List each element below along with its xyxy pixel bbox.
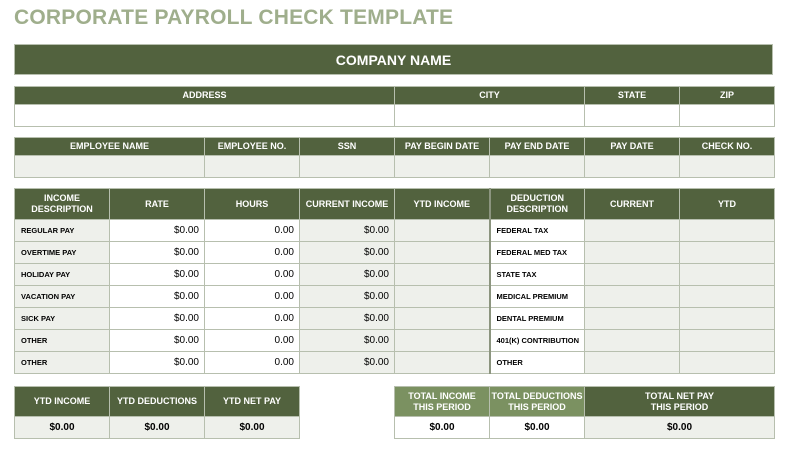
period-summary-table: [394, 386, 775, 439]
income-description-header-line1: INCOME: [44, 193, 80, 203]
income-label: VACATION PAY: [15, 286, 110, 308]
ytd-income-cell[interactable]: [395, 242, 490, 264]
check-no-header: CHECK NO.: [680, 138, 775, 156]
zip-input[interactable]: [680, 105, 775, 127]
ytd-income-cell[interactable]: [395, 286, 490, 308]
deduction-description-header-line2: DESCRIPTION: [506, 204, 568, 214]
hours-cell[interactable]: 0.00: [205, 220, 300, 242]
deduction-label: STATE TAX: [490, 264, 585, 286]
ytd-income-summary-header: YTD INCOME: [15, 387, 110, 417]
ytd-income-cell[interactable]: [395, 220, 490, 242]
total-net-pay-period-value: $0.00: [585, 417, 775, 439]
deduction-ytd-cell[interactable]: [680, 264, 775, 286]
deduction-ytd-cell[interactable]: [680, 308, 775, 330]
rate-header: RATE: [110, 189, 205, 220]
pay-date-input[interactable]: [585, 156, 680, 178]
hours-cell[interactable]: 0.00: [205, 308, 300, 330]
current-income-cell: $0.00: [300, 330, 395, 352]
company-name-label: COMPANY NAME: [335, 51, 452, 68]
deduction-label: FEDERAL TAX: [490, 220, 585, 242]
state-header: STATE: [585, 87, 680, 105]
ytd-net-pay-summary-header: YTD NET PAY: [205, 387, 300, 417]
deduction-label: MEDICAL PREMIUM: [490, 286, 585, 308]
ytd-income-cell[interactable]: [395, 264, 490, 286]
rate-cell[interactable]: $0.00: [110, 242, 205, 264]
employee-table: [14, 137, 775, 178]
current-income-header: CURRENT INCOME: [300, 189, 395, 220]
current-income-cell: $0.00: [300, 352, 395, 374]
pay-begin-date-input[interactable]: [395, 156, 490, 178]
table-row: [15, 352, 775, 374]
income-label: OTHER: [15, 330, 110, 352]
hours-cell[interactable]: 0.00: [205, 330, 300, 352]
hours-cell[interactable]: 0.00: [205, 352, 300, 374]
hours-cell[interactable]: 0.00: [205, 286, 300, 308]
pay-end-date-input[interactable]: [490, 156, 585, 178]
deduction-description-header-line1: DEDUCTION: [510, 193, 564, 203]
current-income-cell: $0.00: [300, 308, 395, 330]
employee-no-input[interactable]: [205, 156, 300, 178]
total-net-pay-period-header: [585, 387, 775, 417]
employee-no-header: EMPLOYEE NO.: [205, 138, 300, 156]
income-label: OVERTIME PAY: [15, 242, 110, 264]
deduction-ytd-cell[interactable]: [680, 352, 775, 374]
rate-cell[interactable]: $0.00: [110, 330, 205, 352]
deduction-description-header: [490, 189, 585, 220]
current-income-cell: $0.00: [300, 264, 395, 286]
address-table: [14, 86, 775, 127]
page-title: CORPORATE PAYROLL CHECK TEMPLATE: [14, 6, 454, 29]
ssn-header: SSN: [300, 138, 395, 156]
rate-cell[interactable]: $0.00: [110, 286, 205, 308]
total-deductions-header-line1: TOTAL DEDUCTIONS: [491, 390, 583, 401]
employee-name-header: EMPLOYEE NAME: [15, 138, 205, 156]
ytd-income-cell[interactable]: [395, 308, 490, 330]
ytd-net-pay-summary-value: $0.00: [205, 417, 300, 439]
deduction-ytd-cell[interactable]: [680, 330, 775, 352]
total-net-pay-header-line1: TOTAL NET PAY: [644, 390, 714, 401]
address-input[interactable]: [15, 105, 395, 127]
deduction-current-cell[interactable]: [585, 242, 680, 264]
deduction-current-cell[interactable]: [585, 220, 680, 242]
rate-cell[interactable]: $0.00: [110, 352, 205, 374]
deduction-current-cell[interactable]: [585, 308, 680, 330]
pay-date-header: PAY DATE: [585, 138, 680, 156]
income-label: OTHER: [15, 352, 110, 374]
total-income-header-line2: THIS PERIOD: [413, 401, 471, 412]
rate-cell[interactable]: $0.00: [110, 308, 205, 330]
table-row: [15, 220, 775, 242]
table-row: [15, 264, 775, 286]
income-label: HOLIDAY PAY: [15, 264, 110, 286]
ytd-income-cell[interactable]: [395, 330, 490, 352]
ytd-income-summary-value: $0.00: [15, 417, 110, 439]
pay-begin-date-header: PAY BEGIN DATE: [395, 138, 490, 156]
check-no-input[interactable]: [680, 156, 775, 178]
ytd-income-cell[interactable]: [395, 352, 490, 374]
total-deductions-period-value: $0.00: [490, 417, 585, 439]
table-row: [15, 286, 775, 308]
zip-header: ZIP: [680, 87, 775, 105]
ytd-income-header: YTD INCOME: [395, 189, 490, 220]
total-income-period-value: $0.00: [395, 417, 490, 439]
income-label: REGULAR PAY: [15, 220, 110, 242]
deduction-label: OTHER: [490, 352, 585, 374]
pay-end-date-header: PAY END DATE: [490, 138, 585, 156]
deduction-label: DENTAL PREMIUM: [490, 308, 585, 330]
income-description-header: [15, 189, 110, 220]
city-input[interactable]: [395, 105, 585, 127]
company-name-field[interactable]: [14, 44, 773, 75]
deduction-current-header: CURRENT: [585, 189, 680, 220]
rate-cell[interactable]: $0.00: [110, 220, 205, 242]
ytd-deductions-summary-value: $0.00: [110, 417, 205, 439]
ssn-input[interactable]: [300, 156, 395, 178]
total-income-header-line1: TOTAL INCOME: [408, 390, 476, 401]
city-header: CITY: [395, 87, 585, 105]
total-net-pay-header-line2: THIS PERIOD: [650, 401, 709, 412]
address-header: ADDRESS: [15, 87, 395, 105]
employee-name-input[interactable]: [15, 156, 205, 178]
income-label: SICK PAY: [15, 308, 110, 330]
total-income-period-header: [395, 387, 490, 417]
total-deductions-period-header: [490, 387, 585, 417]
deduction-current-cell[interactable]: [585, 352, 680, 374]
deduction-current-cell[interactable]: [585, 286, 680, 308]
rate-cell[interactable]: $0.00: [110, 264, 205, 286]
current-income-cell: $0.00: [300, 286, 395, 308]
ytd-summary-table: [14, 386, 300, 439]
hours-cell[interactable]: 0.00: [205, 264, 300, 286]
table-row: [15, 308, 775, 330]
deduction-label: 401(K) CONTRIBUTION: [490, 330, 585, 352]
table-row: [15, 330, 775, 352]
current-income-cell: $0.00: [300, 242, 395, 264]
income-deduction-table: [14, 188, 775, 374]
deduction-ytd-cell[interactable]: [680, 286, 775, 308]
income-description-header-line2: DESCRIPTION: [31, 204, 93, 214]
deduction-ytd-cell[interactable]: [680, 242, 775, 264]
deduction-current-cell[interactable]: [585, 330, 680, 352]
deduction-label: FEDERAL MED TAX: [490, 242, 585, 264]
deduction-ytd-cell[interactable]: [680, 220, 775, 242]
hours-cell[interactable]: 0.00: [205, 242, 300, 264]
hours-header: HOURS: [205, 189, 300, 220]
deduction-current-cell[interactable]: [585, 264, 680, 286]
table-row: [15, 242, 775, 264]
ytd-deductions-summary-header: YTD DEDUCTIONS: [110, 387, 205, 417]
deduction-ytd-header: YTD: [680, 189, 775, 220]
state-input[interactable]: [585, 105, 680, 127]
total-deductions-header-line2: THIS PERIOD: [508, 401, 566, 412]
current-income-cell: $0.00: [300, 220, 395, 242]
